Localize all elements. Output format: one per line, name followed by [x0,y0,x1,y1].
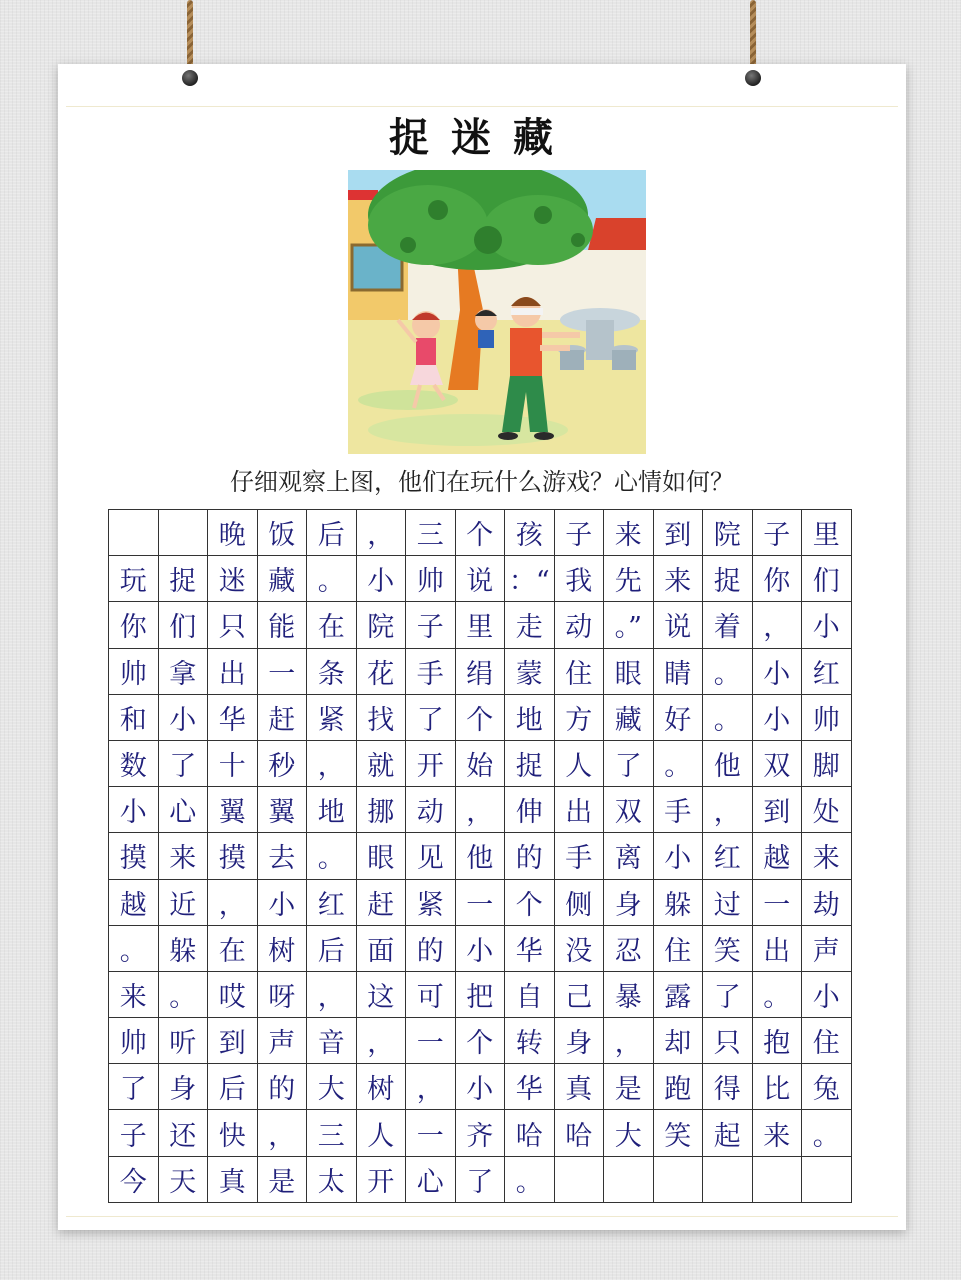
grid-cell: 花 [356,648,406,694]
grid-cell: 哎 [208,971,258,1017]
grid-cell: 到 [208,1018,258,1064]
grid-cell: 的 [257,1064,307,1110]
grid-cell: 红 [307,879,357,925]
grid-cell: 真 [554,1064,604,1110]
grid-cell: 的 [505,833,555,879]
grid-cell: 听 [158,1018,208,1064]
grid-cell: 捉 [505,740,555,786]
grid-row [109,1064,852,1110]
grid-cell: 脚 [802,740,852,786]
grid-cell: 哈 [554,1110,604,1156]
grid-cell: 条 [307,648,357,694]
grid-cell: 小 [257,879,307,925]
hanging-string-right [750,0,756,74]
grid-row [109,787,852,833]
grid-cell: 离 [604,833,654,879]
grid-cell: 们 [158,602,208,648]
grid-cell [653,1156,703,1202]
grid-cell [752,1156,802,1202]
grid-cell: 子 [752,510,802,556]
grid-cell: 一 [455,879,505,925]
grid-cell: 和 [109,694,159,740]
grid-cell: 你 [109,602,159,648]
grid-row [109,1018,852,1064]
grid-cell: 迷 [208,556,258,602]
grid-cell: 到 [653,510,703,556]
grid-cell: 了 [158,740,208,786]
grid-cell: 双 [752,740,802,786]
grid-cell: 赶 [257,694,307,740]
grid-cell: 树 [257,925,307,971]
grid-cell: 你 [752,556,802,602]
grid-cell: 十 [208,740,258,786]
grid-cell: 摸 [109,833,159,879]
grid-cell: ， [307,971,357,1017]
page-title: 捉迷藏 [389,115,575,161]
grid-cell: 挪 [356,787,406,833]
grid-cell: 手 [554,833,604,879]
grid-row [109,556,852,602]
grid-cell: 睛 [653,648,703,694]
grid-cell: 笑 [653,1110,703,1156]
grid-cell: 华 [505,1064,555,1110]
grid-cell: 小 [109,787,159,833]
grid-cell: 好 [653,694,703,740]
grid-cell: 树 [356,1064,406,1110]
grid-cell: 小 [158,694,208,740]
grid-cell: 了 [109,1064,159,1110]
grid-cell: 晚 [208,510,258,556]
grid-cell: ， [406,1064,456,1110]
grid-cell: 自 [505,971,555,1017]
grid-cell: 院 [356,602,406,648]
hanging-string-left [187,0,193,74]
grid-cell: 他 [455,833,505,879]
grid-cell: 露 [653,971,703,1017]
grid-row [109,602,852,648]
grid-cell: 大 [604,1110,654,1156]
grid-cell: 小 [653,833,703,879]
grid-cell: 拿 [158,648,208,694]
grid-cell: 们 [802,556,852,602]
grid-cell: 藏 [604,694,654,740]
grid-cell: 身 [604,879,654,925]
grid-cell: 小 [802,602,852,648]
grid-cell: 子 [554,510,604,556]
grid-cell: 在 [208,925,258,971]
grid-cell [703,1156,753,1202]
grid-cell: 音 [307,1018,357,1064]
grid-cell: 暴 [604,971,654,1017]
grid-cell: 先 [604,556,654,602]
grid-cell: ， [356,510,406,556]
grid-cell: 一 [406,1018,456,1064]
grid-cell: 今 [109,1156,159,1202]
grid-cell: 子 [406,602,456,648]
grid-cell: 捉 [158,556,208,602]
grid-cell: 是 [257,1156,307,1202]
grid-cell: 。 [109,925,159,971]
grid-cell: 了 [604,740,654,786]
grid-cell: 帅 [406,556,456,602]
grid-cell: 己 [554,971,604,1017]
grid-cell: 比 [752,1064,802,1110]
grid-cell: 哈 [505,1110,555,1156]
grid-cell: 还 [158,1110,208,1156]
grid-cell: 地 [307,787,357,833]
grid-cell: 就 [356,740,406,786]
grid-cell: 后 [307,510,357,556]
grid-cell: 太 [307,1156,357,1202]
grid-cell: 躲 [653,879,703,925]
grid-cell [554,1156,604,1202]
grid-cell: 忍 [604,925,654,971]
grid-cell: 说 [455,556,505,602]
grid-cell: 劫 [802,879,852,925]
grid-cell: 小 [752,648,802,694]
grid-cell: 得 [703,1064,753,1110]
grid-cell: 把 [455,971,505,1017]
grid-cell: 越 [752,833,802,879]
grid-cell: 。 [505,1156,555,1202]
grid-cell: 开 [406,740,456,786]
pin-right [745,70,761,86]
grid-cell: 快 [208,1110,258,1156]
grid-cell: 个 [455,1018,505,1064]
grid-row [109,1156,852,1202]
grid-cell: 小 [455,925,505,971]
grid-cell: 玩 [109,556,159,602]
grid-cell: 出 [554,787,604,833]
grid-cell: 里 [802,510,852,556]
grid-cell: 住 [554,648,604,694]
grid-cell: 个 [455,510,505,556]
grid-cell: 。 [653,740,703,786]
grid-cell: 来 [802,833,852,879]
grid-cell: 起 [703,1110,753,1156]
grid-cell: 人 [554,740,604,786]
grid-cell: 却 [653,1018,703,1064]
grid-cell: 饭 [257,510,307,556]
grid-cell: 我 [554,556,604,602]
grid-cell: 红 [703,833,753,879]
grid-cell: 真 [208,1156,258,1202]
grid-cell: 来 [752,1110,802,1156]
grid-cell: 抱 [752,1018,802,1064]
grid-cell: 小 [802,971,852,1017]
grid-cell: 的 [406,925,456,971]
grid-cell: 个 [455,694,505,740]
grid-cell: 只 [208,602,258,648]
grid-row [109,879,852,925]
grid-row [109,833,852,879]
grid-cell: 在 [307,602,357,648]
grid-cell: 眼 [356,833,406,879]
grid-cell: 只 [703,1018,753,1064]
grid-cell: 笑 [703,925,753,971]
grid-cell: 。 [307,833,357,879]
question-prompt: 仔细观察上图，他们在玩什么游戏？心情如何？ [230,468,734,496]
grid-cell: 人 [356,1110,406,1156]
grid-cell: 到 [752,787,802,833]
grid-cell: 越 [109,879,159,925]
illustration-svg [348,170,646,454]
grid-cell: 摸 [208,833,258,879]
grid-cell: 蒙 [505,648,555,694]
grid-cell: 帅 [802,694,852,740]
grid-cell: 捉 [703,556,753,602]
grid-cell: 来 [158,833,208,879]
grid-cell: 身 [554,1018,604,1064]
grid-cell [604,1156,654,1202]
grid-cell: 见 [406,833,456,879]
grid-row [109,1110,852,1156]
grid-cell: 红 [802,648,852,694]
pin-left [182,70,198,86]
grid-cell: 了 [455,1156,505,1202]
grid-cell: 子 [109,1110,159,1156]
grid-cell: 说 [653,602,703,648]
grid-cell: 三 [307,1110,357,1156]
illustration-image [348,170,646,454]
grid-cell: 。 [752,971,802,1017]
grid-cell: 。” [604,602,654,648]
grid-cell: 开 [356,1156,406,1202]
grid-cell: 翼 [257,787,307,833]
grid-cell: ， [752,602,802,648]
grid-cell: 数 [109,740,159,786]
grid-cell: 面 [356,925,406,971]
grid-cell: 小 [356,556,406,602]
grid-cell: 手 [653,787,703,833]
grid-cell: 侧 [554,879,604,925]
grid-cell: 没 [554,925,604,971]
grid-row [109,971,852,1017]
grid-cell: 声 [802,925,852,971]
grid-cell: 心 [158,787,208,833]
grid-cell: 来 [653,556,703,602]
grid-cell: 是 [604,1064,654,1110]
grid-cell: 。 [703,694,753,740]
writing-grid [108,509,852,1203]
grid-cell: 眼 [604,648,654,694]
grid-cell: 地 [505,694,555,740]
grid-row [109,925,852,971]
grid-row [109,510,852,556]
grid-row [109,648,852,694]
grid-cell: 心 [406,1156,456,1202]
grid-cell: 小 [752,694,802,740]
worksheet-page [58,64,906,1230]
grid-cell: 住 [653,925,703,971]
grid-cell: 出 [208,648,258,694]
grid-cell: 手 [406,648,456,694]
grid-cell: 转 [505,1018,555,1064]
grid-cell: 找 [356,694,406,740]
grid-cell: 帅 [109,1018,159,1064]
grid-cell: 。 [703,648,753,694]
grid-cell: 小 [455,1064,505,1110]
grid-cell: 秒 [257,740,307,786]
bottom-rule [66,1216,898,1217]
grid-cell: 他 [703,740,753,786]
grid-cell: 。 [802,1110,852,1156]
grid-cell: 。 [307,556,357,602]
grid-cell: 帅 [109,648,159,694]
grid-cell: 院 [703,510,753,556]
grid-cell: 华 [208,694,258,740]
grid-cell: 大 [307,1064,357,1110]
grid-cell: 呀 [257,971,307,1017]
grid-cell: 始 [455,740,505,786]
grid-cell: 翼 [208,787,258,833]
grid-cell: 能 [257,602,307,648]
grid-cell: 住 [802,1018,852,1064]
grid-cell: 后 [307,925,357,971]
grid-cell: 这 [356,971,406,1017]
grid-cell: 过 [703,879,753,925]
grid-cell: 一 [257,648,307,694]
grid-cell: 声 [257,1018,307,1064]
grid-cell: 了 [703,971,753,1017]
grid-cell: 一 [406,1110,456,1156]
grid-cell: 紧 [406,879,456,925]
grid-cell: 方 [554,694,604,740]
grid-cell: 动 [554,602,604,648]
grid-cell: ， [356,1018,406,1064]
grid-cell: 出 [752,925,802,971]
grid-cell: 一 [752,879,802,925]
grid-cell: 来 [604,510,654,556]
grid-cell: ， [703,787,753,833]
grid-cell: 可 [406,971,456,1017]
grid-cell: 齐 [455,1110,505,1156]
grid-cell [109,510,159,556]
grid-cell: 近 [158,879,208,925]
grid-cell: ， [455,787,505,833]
grid-cell: 。 [158,971,208,1017]
grid-cell: 紧 [307,694,357,740]
grid-cell: 着 [703,602,753,648]
grid-cell: 了 [406,694,456,740]
grid-cell: 绢 [455,648,505,694]
grid-cell: 天 [158,1156,208,1202]
grid-cell: 躲 [158,925,208,971]
grid-cell [802,1156,852,1202]
grid-cell: 跑 [653,1064,703,1110]
grid-row [109,740,852,786]
grid-cell: ， [208,879,258,925]
grid-cell: 三 [406,510,456,556]
grid-cell: 走 [505,602,555,648]
grid-cell: 藏 [257,556,307,602]
grid-cell: 华 [505,925,555,971]
grid-cell: 孩 [505,510,555,556]
grid-cell: ， [307,740,357,786]
grid-cell: ：“ [505,556,555,602]
grid-row [109,694,852,740]
grid-cell: 处 [802,787,852,833]
grid-cell: 个 [505,879,555,925]
grid-cell: ， [257,1110,307,1156]
grid-cell: 来 [109,971,159,1017]
grid-cell: 动 [406,787,456,833]
grid-cell: 去 [257,833,307,879]
grid-cell: 双 [604,787,654,833]
grid-cell: 后 [208,1064,258,1110]
grid-cell: 身 [158,1064,208,1110]
grid-cell: 兔 [802,1064,852,1110]
grid-cell: 里 [455,602,505,648]
grid-cell: ， [604,1018,654,1064]
grid-cell: 赶 [356,879,406,925]
grid-cell [158,510,208,556]
grid-cell: 伸 [505,787,555,833]
